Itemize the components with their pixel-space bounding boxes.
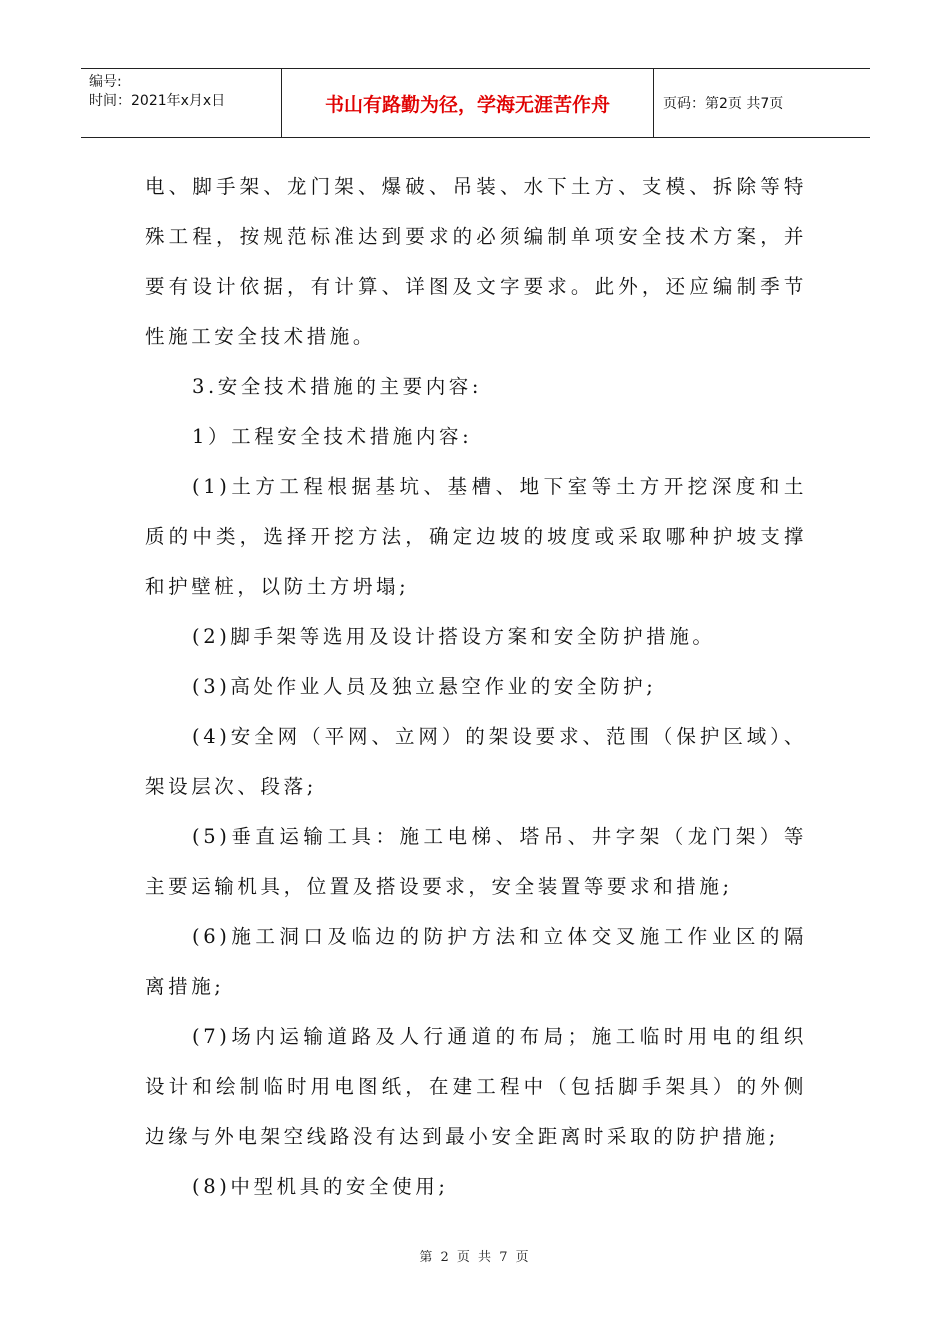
header-motto: 书山有路勤为径，学海无涯苦作舟 [282, 69, 654, 137]
list-item: (8)中型机具的安全使用; [192, 1175, 449, 1198]
header-page-info: 页码：第2页 共7页 [663, 96, 784, 112]
list-item: (2)脚手架等选用及设计搭设方案和安全防护措施。 [192, 625, 716, 648]
list-item: (4)安全网（平网、立网）的架设要求、范围（保护区域）、架设层次、段落; [145, 725, 807, 798]
list-item: (3)高处作业人员及独立悬空作业的安全防护; [192, 675, 657, 698]
subsection-heading: 1）工程安全技术措施内容: [192, 425, 473, 448]
document-number-label: 编号: [89, 74, 122, 90]
paragraph-continuation: 电、脚手架、龙门架、爆破、吊装、水下土方、支模、拆除等特殊工程，按规范标准达到要求的必须编制单项安全技术方案，并要有设计依据，有计算、详图及文字要求。此外，还应编制季节性施工安全技术措施。 [145, 175, 807, 348]
document-body [145, 162, 807, 1212]
section-heading: 3.安全技术措施的主要内容: [192, 375, 483, 398]
list-item: (1)土方工程根据基坑、基槽、地下室等土方开挖深度和土质的中类，选择开挖方法，确定边坡的坡度或采取哪种护坡支撑和护壁桩，以防土方坍塌; [145, 475, 807, 598]
header-meta [81, 69, 282, 137]
page-header [81, 68, 870, 138]
document-date: 时间：2021年x月x日 [89, 93, 226, 109]
list-item: (5)垂直运输工具：施工电梯、塔吊、井字架（龙门架）等主要运输机具，位置及搭设要求，安全装置等要求和措施; [145, 825, 807, 898]
page-footer: 第 2 页 共 7 页 [419, 1250, 531, 1265]
list-item: (7)场内运输道路及人行通道的布局；施工临时用电的组织设计和绘制临时用电图纸，在建工程中（包括脚手架具）的外侧边缘与外电架空线路没有达到最小安全距离时采取的防护措施; [145, 1025, 807, 1148]
list-item: (6)施工洞口及临边的防护方法和立体交叉施工作业区的隔离措施; [145, 925, 807, 998]
